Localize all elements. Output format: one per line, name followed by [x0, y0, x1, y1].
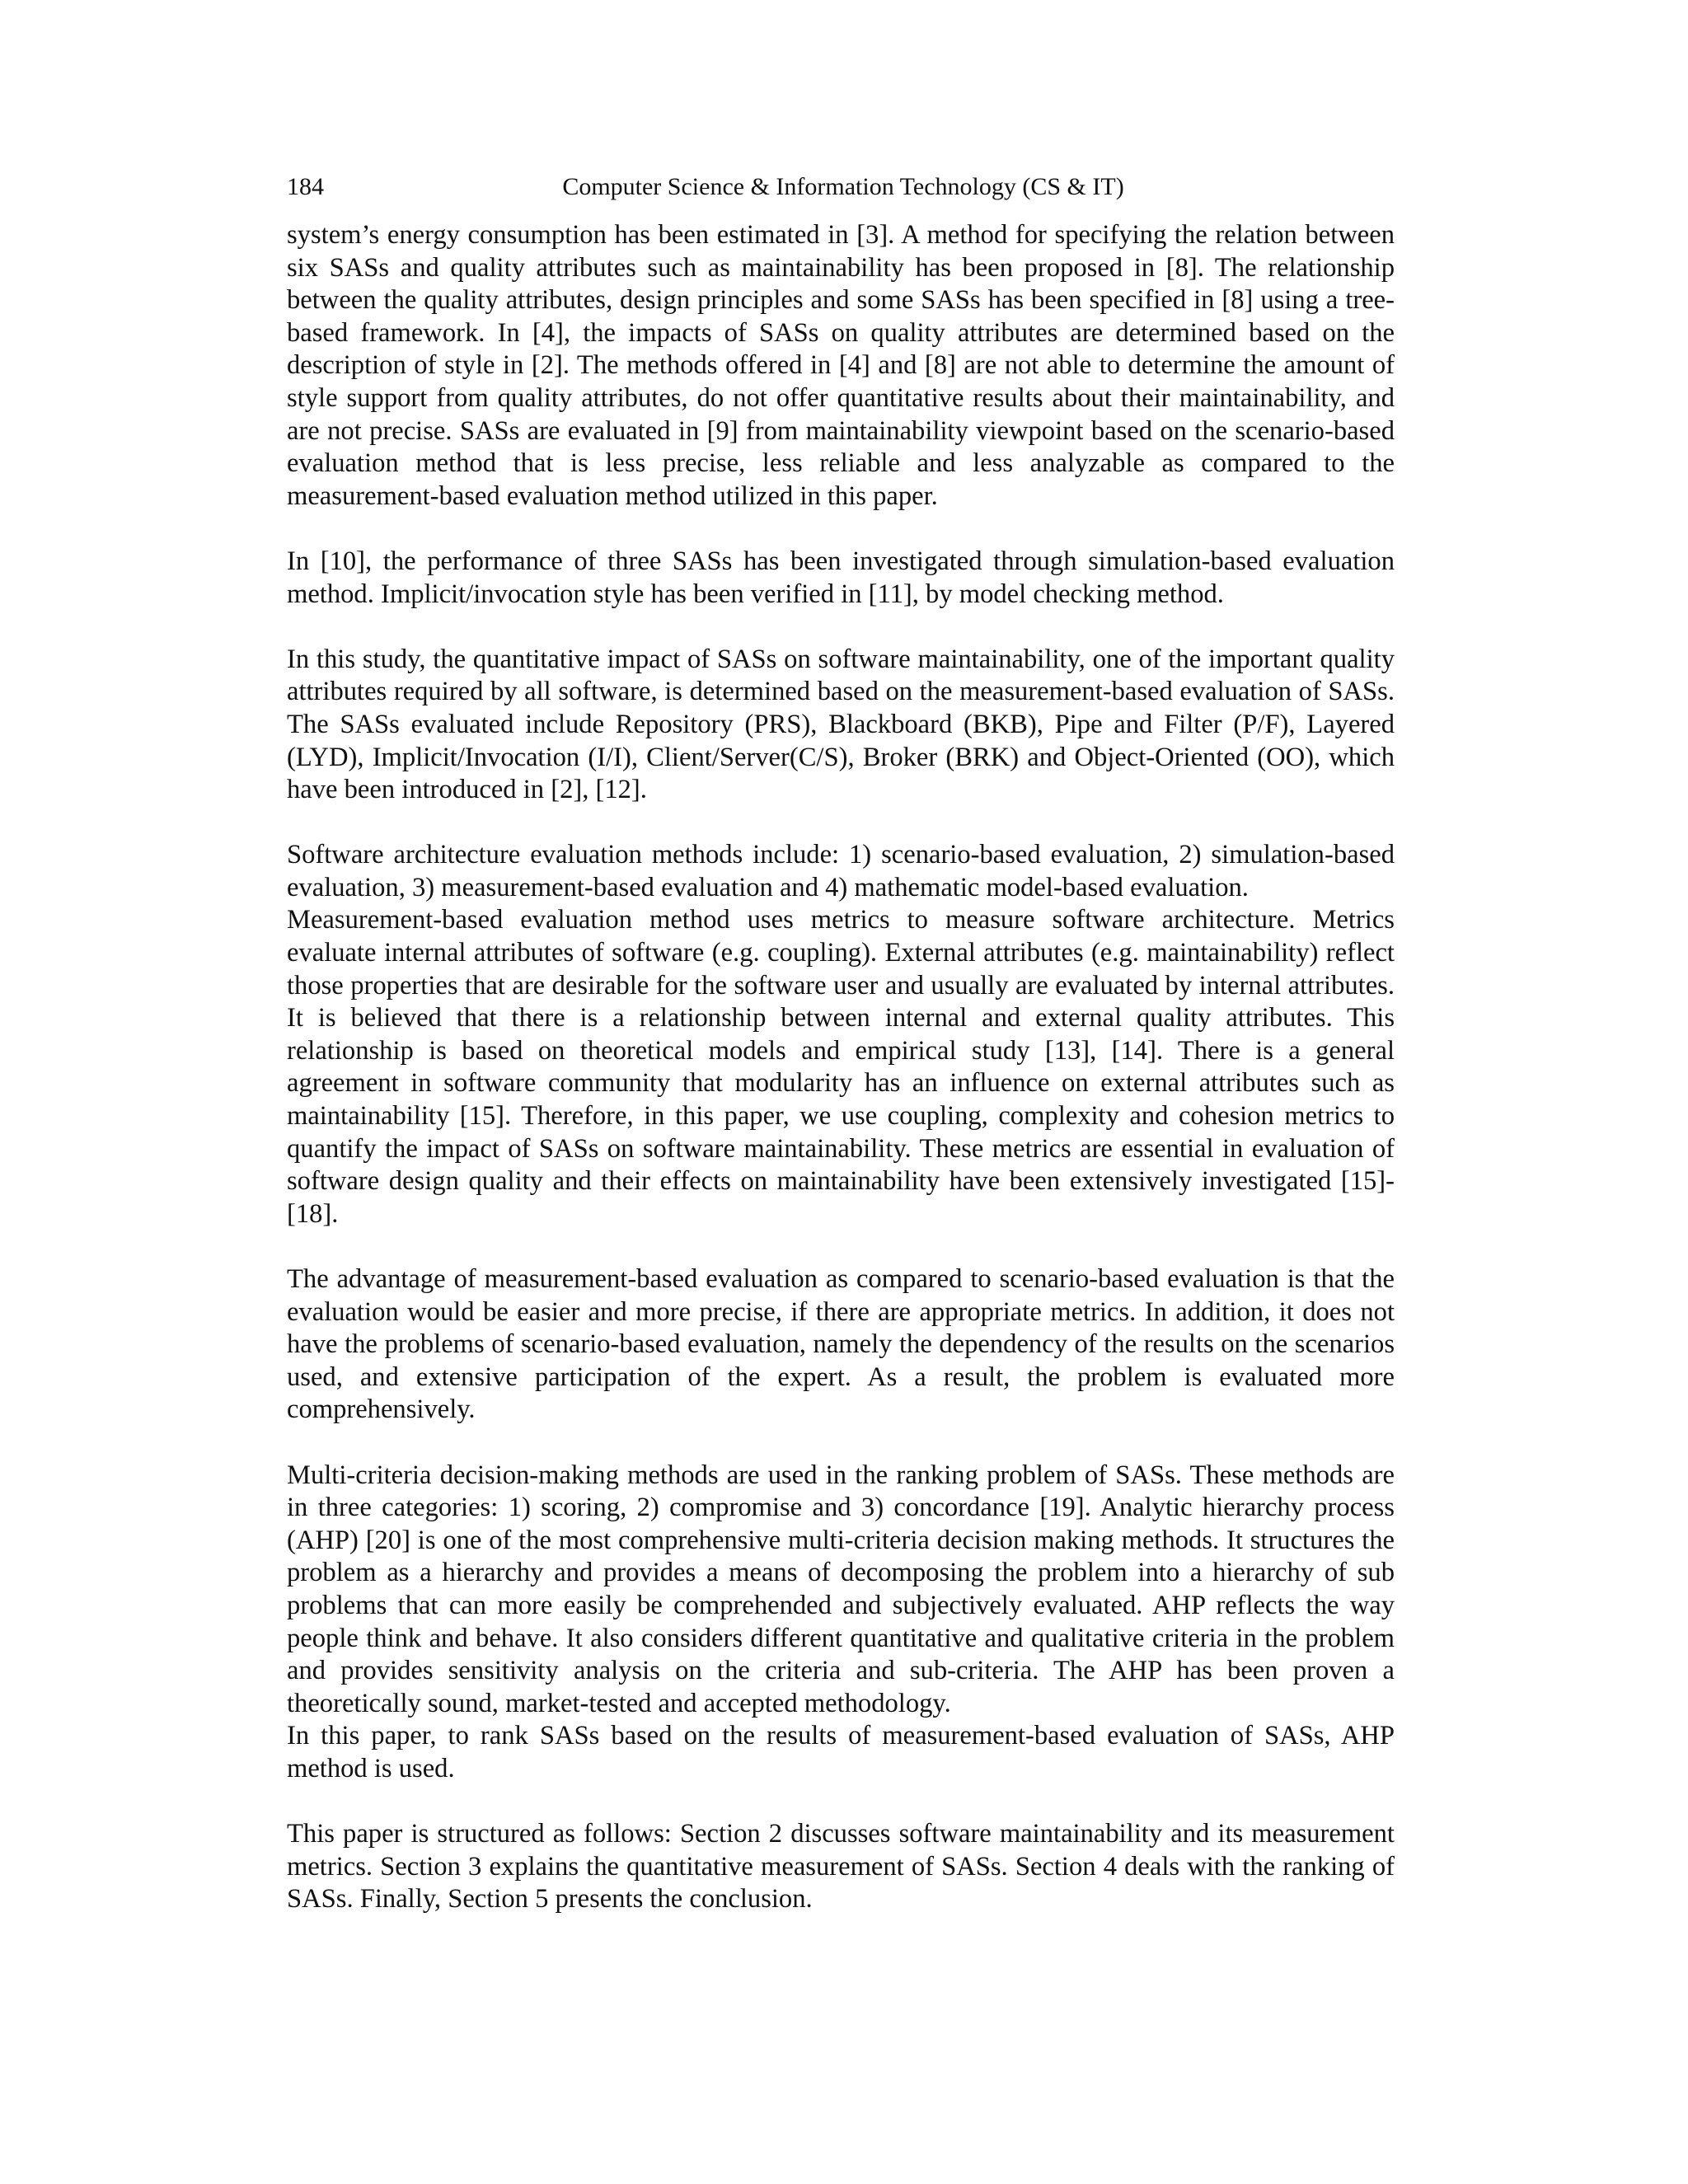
paragraph-simulation-evaluation: In [10], the performance of three SASs has been investigated through simulation-based evaluation method. Implicit/invocation style has been verified in [11], by model checking method.: [287, 546, 1395, 609]
paragraph-ahp-usage: In this paper, to rank SASs based on the results of measurement-based evaluation of SASs, AHP method is used.: [287, 1721, 1395, 1783]
paragraph-measurement-metrics: Measurement-based evaluation method uses metrics to measure software architecture. Metrics evaluate internal attributes of software (e.g. coupling). External attributes (e.g. maintainability) reflect those properties that are desirable for the software user and usually are evaluated by internal attributes. It is believed that there is a relationship between internal and external quality attributes. This relationship is based on theoretical models and empirical study [13], [14]. There is a general agreement in software community that modularity has an influence on external attributes such as maintainability [15]. Therefore, in this paper, we use coupling, complexity and cohesion metrics to quantify the impact of SASs on software maintainability. These metrics are essential in evaluation of software design quality and their effects on maintainability have been extensively investigated [15]-[18].: [287, 905, 1395, 1229]
paragraph-related-work: system’s energy consumption has been estimated in [3]. A method for specifying the relation between six SASs and quality attributes such as maintainability has been proposed in [8]. The relationship between the quality attributes, design principles and some SASs has been specified in [8] using a tree-based framework. In [4], the impacts of SASs on quality attributes are determined based on the description of style in [2]. The methods offered in [4] and [8] are not able to determine the amount of style support from quality attributes, do not offer quantitative results about their maintainability, and are not precise. SASs are evaluated in [9] from maintainability viewpoint based on the scenario-based evaluation method that is less precise, less reliable and less analyzable as compared to the measurement-based evaluation method utilized in this paper.: [287, 220, 1395, 511]
page-number: 184: [287, 173, 324, 200]
paragraph-evaluation-methods: Software architecture evaluation methods include: 1) scenario-based evaluation, 2) simulation-based evaluation, 3) measurement-based evaluation and 4) mathematic model-based evaluation.: [287, 840, 1395, 902]
paragraph-study-scope: In this study, the quantitative impact of SASs on software maintainability, one of the important quality attributes required by all software, is determined based on the measurement-based evaluation of SASs. The SASs evaluated include Repository (PRS), Blackboard (BKB), Pipe and Filter (P/F), Layered (LYD), Implicit/Invocation (I/I), Client/Server(C/S), Broker (BRK) and Object-Oriented (OO), which have been introduced in [2], [12].: [287, 644, 1395, 805]
page-header: [287, 169, 1400, 205]
paragraph-structure: This paper is structured as follows: Section 2 discusses software maintainability and its measurement metrics. Section 3 explains the quantitative measurement of SASs. Section 4 deals with the ranking of SASs. Finally, Section 5 presents the conclusion.: [287, 1819, 1395, 1915]
paragraph-advantages: The advantage of measurement-based evaluation as compared to scenario-based evaluation is that the evaluation would be easier and more precise, if there are appropriate metrics. In addition, it does not have the problems of scenario-based evaluation, namely the dependency of the results on the scenarios used, and extensive participation of the expert. As a result, the problem is evaluated more comprehensively.: [287, 1264, 1395, 1425]
body-text: [287, 219, 1395, 1916]
running-title: Computer Science & Information Technology (CS & IT): [562, 173, 1124, 200]
paragraph-multi-criteria: Multi-criteria decision-making methods are used in the ranking problem of SASs. These methods are in three categories: 1) scoring, 2) compromise and 3) concordance [19]. Analytic hierarchy process (AHP) [20] is one of the most comprehensive multi-criteria decision making methods. It structures the problem as a hierarchy and provides a means of decomposing the problem into a hierarchy of sub problems that can more easily be comprehended and subjectively evaluated. AHP reflects the way people think and behave. It also considers different quantitative and qualitative criteria in the problem and provides sensitivity analysis on the criteria and sub-criteria. The AHP has been proven a theoretically sound, market-tested and accepted methodology.: [287, 1460, 1395, 1718]
